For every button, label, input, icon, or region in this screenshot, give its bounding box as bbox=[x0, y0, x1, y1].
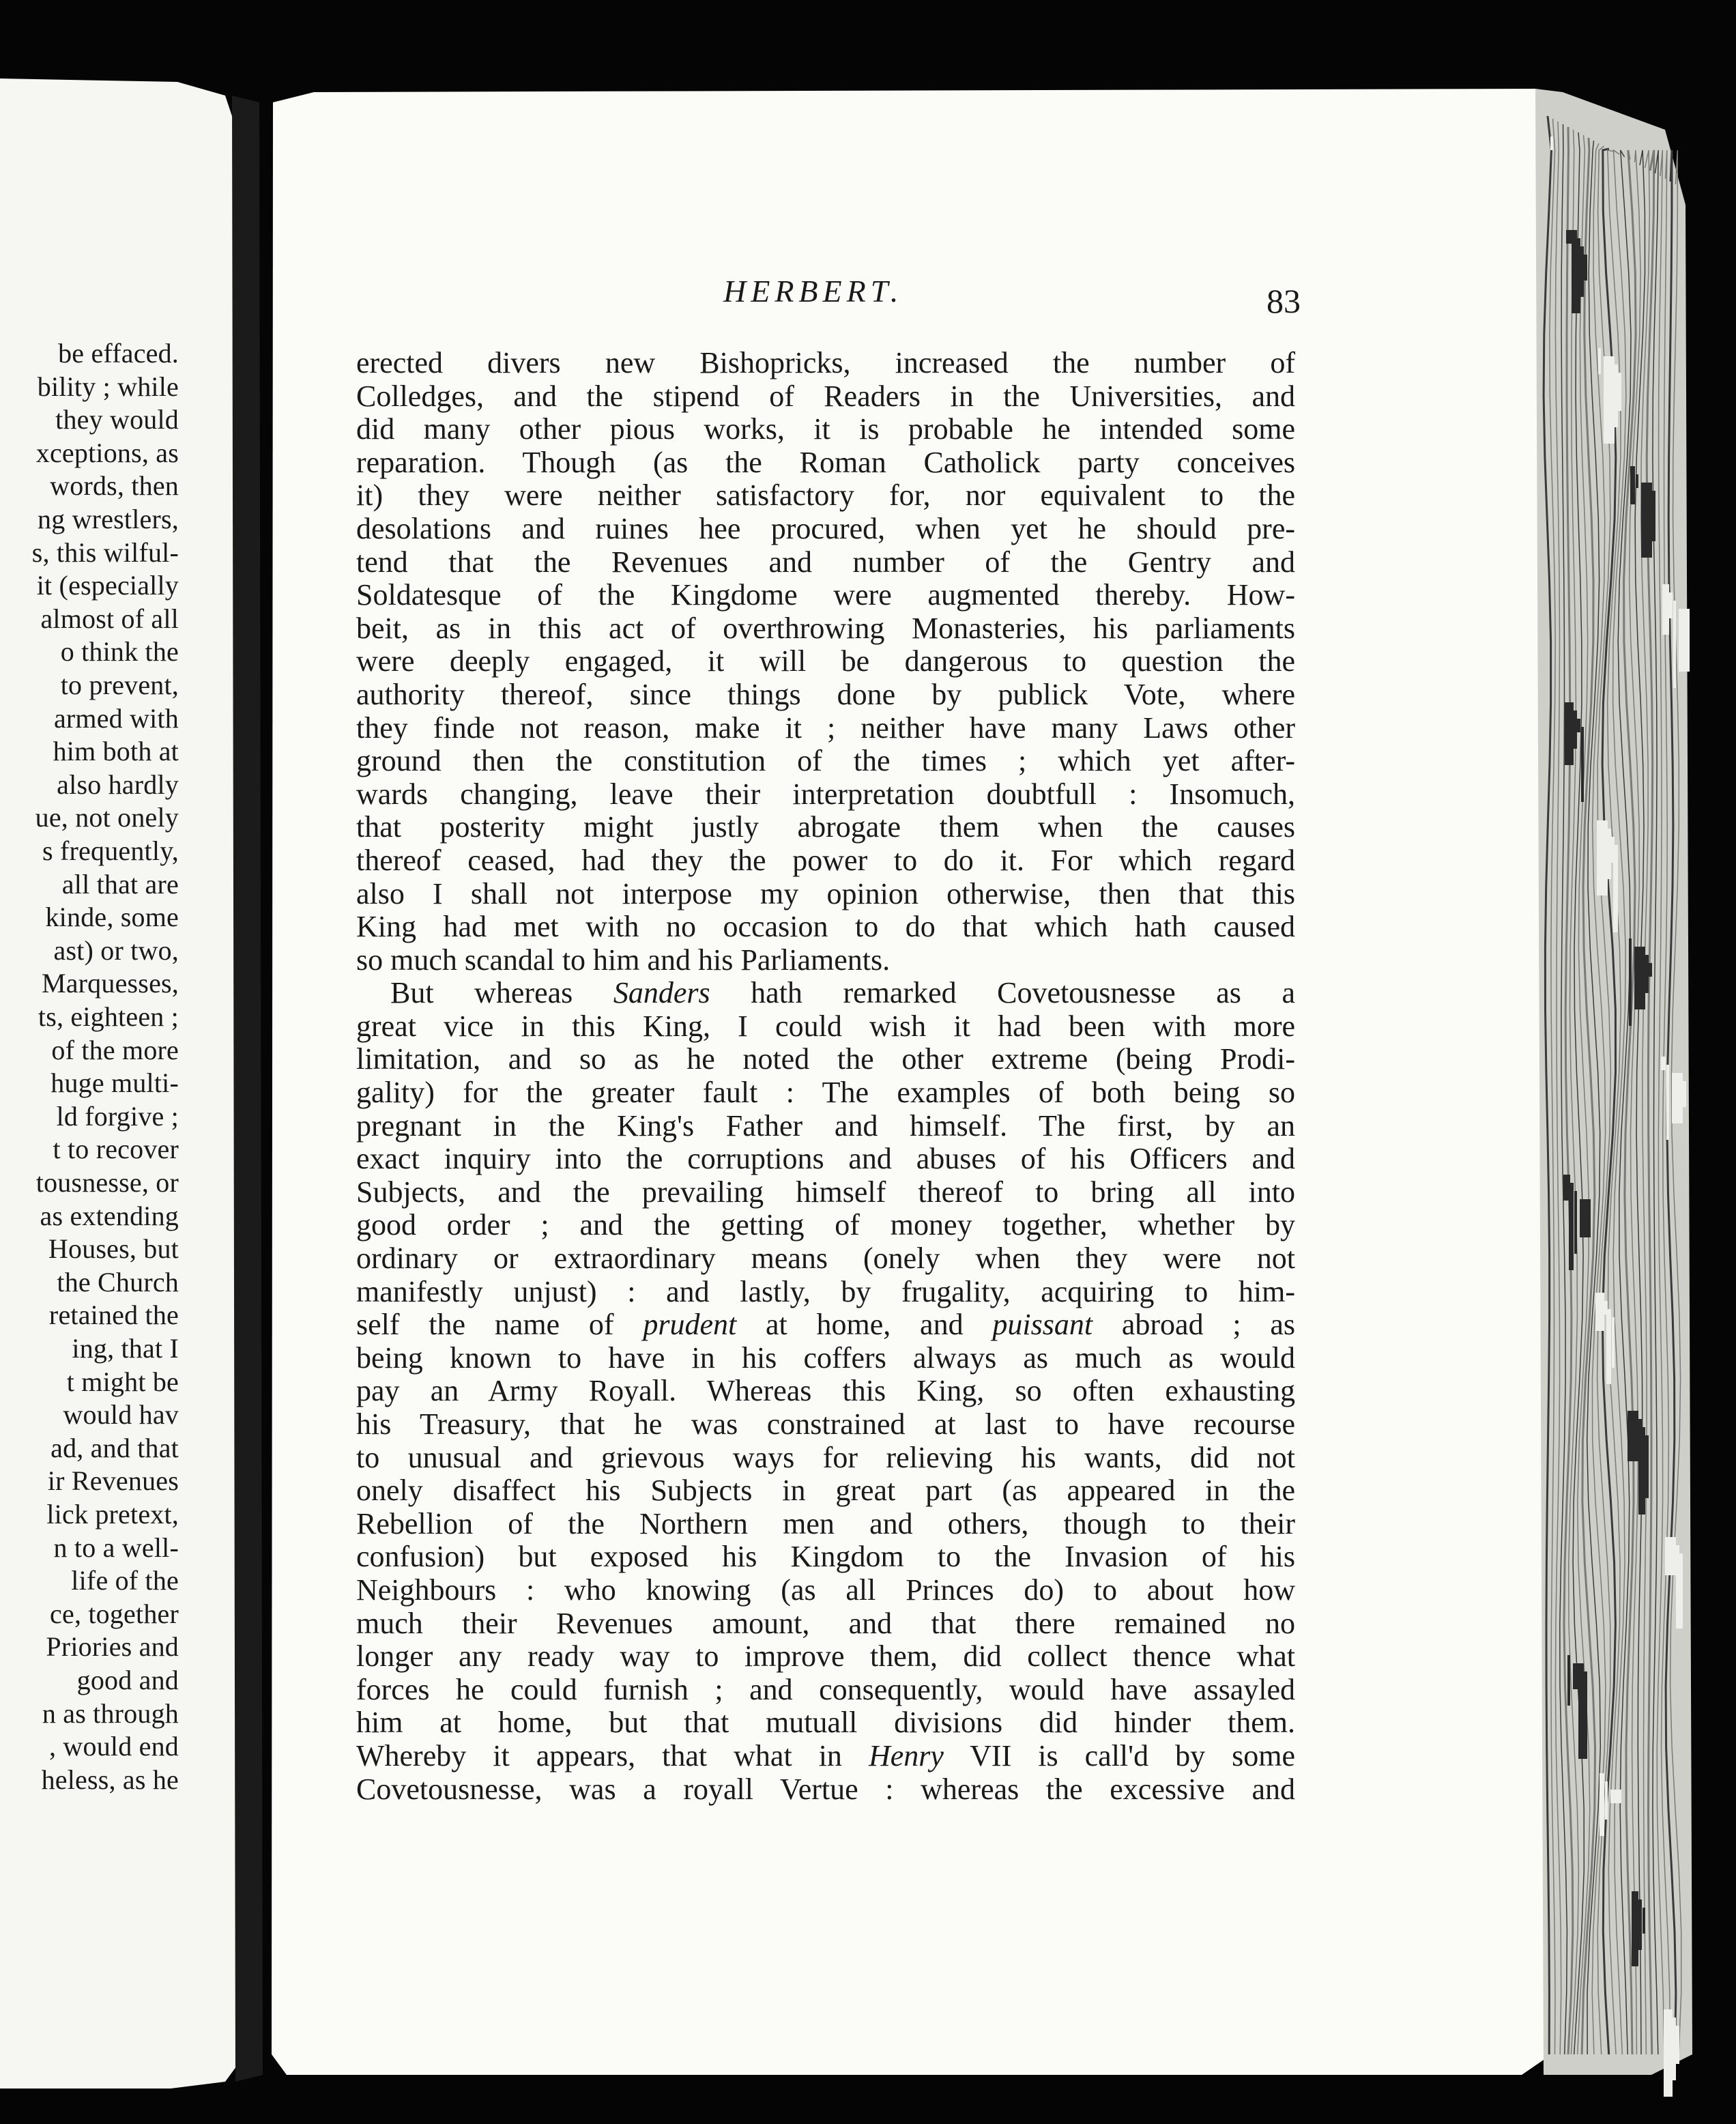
left-page-line: Priories and bbox=[46, 1631, 179, 1663]
text-run: Whereby it appears, that what in bbox=[356, 1738, 869, 1773]
text-run: self the name of bbox=[356, 1308, 643, 1342]
text-line: forces he could furnish ; and consequently, would have assayled bbox=[356, 1672, 1295, 1706]
left-page-line: life of the bbox=[71, 1565, 179, 1596]
text-run: hath remarked Covetousnesse as a bbox=[710, 976, 1295, 1010]
left-page-line: kinde, some bbox=[45, 902, 179, 933]
left-page-line: also hardly bbox=[57, 769, 179, 800]
left-page-line: ld forgive ; bbox=[56, 1100, 179, 1132]
left-page-line: the Church bbox=[57, 1266, 179, 1297]
text-run: at home, and bbox=[736, 1308, 993, 1342]
left-page-line: words, then bbox=[50, 470, 179, 502]
left-page-line: retained the bbox=[48, 1300, 179, 1331]
italic-word: prudent bbox=[643, 1308, 737, 1342]
text-line: so much scandal to him and his Parliaments. bbox=[356, 943, 891, 977]
left-page-line: huge multi- bbox=[50, 1067, 179, 1099]
left-page-line: be effaced. bbox=[58, 338, 179, 369]
left-page-line: would hav bbox=[63, 1399, 179, 1431]
left-page-line: to prevent, bbox=[60, 670, 179, 700]
left-page-line: t might be bbox=[66, 1366, 179, 1397]
left-page-line: armed with bbox=[53, 702, 179, 734]
left-page-line: Marquesses, bbox=[41, 968, 179, 999]
left-page-line: s frequently, bbox=[42, 835, 179, 866]
left-page-line: ue, not onely bbox=[35, 802, 179, 833]
left-page-line: ce, together bbox=[50, 1598, 179, 1629]
page-block-edge bbox=[1535, 89, 1692, 2075]
text-line: it) they were neither satisfactory for, nor equivalent to the bbox=[356, 478, 1295, 513]
left-page-fragment bbox=[0, 337, 179, 1825]
left-page-line: lick pretext, bbox=[46, 1499, 179, 1530]
text-line: to unusual and grievous ways for relieving his wants, did not bbox=[356, 1440, 1295, 1474]
text-line: him at home, but that mutuall divisions did hinder them. bbox=[356, 1706, 1295, 1740]
text-line: pregnant in the King's Father and himself. The first, by an bbox=[356, 1108, 1295, 1143]
italic-word: Sanders bbox=[613, 976, 710, 1010]
text-line: Covetousnesse, was a royall Vertue : whereas the excessive and bbox=[356, 1772, 1295, 1806]
body-text bbox=[356, 347, 1295, 1806]
text-line: tend that the Revenues and number of the Gentry and bbox=[356, 545, 1295, 579]
text-line: erected divers new Bishopricks, increased the number of bbox=[356, 346, 1295, 379]
left-page-line: tousnesse, or bbox=[35, 1167, 179, 1198]
text-line: Subjects, and the prevailing himself thereof to bring all into bbox=[356, 1175, 1295, 1209]
left-page-line: xceptions, as bbox=[35, 437, 179, 468]
page-number: 83 bbox=[1267, 282, 1301, 320]
text-line: great vice in this King, I could wish it had been with more bbox=[356, 1009, 1295, 1043]
left-page-line: ts, eighteen ; bbox=[38, 1001, 179, 1032]
text-line: Soldatesque of the Kingdome were augmented thereby. How- bbox=[356, 578, 1295, 612]
text-line: King had met with no occasion to do that which hath caused bbox=[356, 910, 1295, 944]
text-line: desolations and ruines hee procured, when yet he should pre- bbox=[356, 511, 1295, 545]
text-line: onely disaffect his Subjects in great part (as appeared in the bbox=[356, 1474, 1295, 1508]
text-line: ordinary or extraordinary means (onely when they were not bbox=[356, 1242, 1295, 1276]
left-page-line: heless, as he bbox=[41, 1764, 179, 1795]
text-line: exact inquiry into the corruptions and abuses of his Officers and bbox=[356, 1142, 1295, 1176]
left-page-line: bility ; while bbox=[37, 371, 179, 402]
text-line: reparation. Though (as the Roman Catholick party conceives bbox=[356, 445, 1295, 479]
text-line: confusion) but exposed his Kingdom to the Invasion of his bbox=[356, 1540, 1295, 1574]
text-line: Rebellion of the Northern men and others, though to their bbox=[356, 1506, 1295, 1540]
text-line bbox=[356, 1740, 1295, 1773]
left-page-line: t to recover bbox=[53, 1134, 179, 1165]
text-line bbox=[356, 977, 1295, 1010]
text-line: pay an Army Royall. Whereas this King, so often exhausting bbox=[356, 1374, 1295, 1408]
left-page-line: good and bbox=[76, 1665, 179, 1695]
text-line: gality) for the greater fault : The examples of both being so bbox=[356, 1076, 1295, 1110]
left-page-line: him both at bbox=[53, 736, 179, 767]
text-line: his Treasury, that he was constrained at last to have recourse bbox=[356, 1407, 1295, 1441]
text-line bbox=[356, 1308, 1295, 1342]
text-line: also I shall not interpose my opinion otherwise, then that this bbox=[356, 876, 1295, 910]
left-page-line: almost of all bbox=[40, 603, 179, 634]
text-line: Neighbours : who knowing (as all Princes do) to about how bbox=[356, 1573, 1295, 1607]
text-line: that posterity might justly abrogate them when the causes bbox=[356, 810, 1295, 844]
text-line: manifestly unjust) : and lastly, by frugality, acquiring to him- bbox=[356, 1274, 1295, 1308]
text-line: Colledges, and the stipend of Readers in the Universities, and bbox=[356, 379, 1295, 413]
text-line: good order ; and the getting of money together, whether by bbox=[356, 1208, 1295, 1242]
left-page-line: ing, that I bbox=[72, 1333, 179, 1364]
left-page-line: s, this wilful- bbox=[31, 536, 179, 568]
left-page-line: ir Revenues bbox=[47, 1465, 179, 1497]
running-head: HERBERT. bbox=[723, 274, 903, 308]
text-line: ground then the constitution of the times ; which yet after- bbox=[356, 744, 1295, 778]
text-run: But whereas bbox=[390, 976, 613, 1010]
italic-word: puissant bbox=[992, 1308, 1093, 1342]
left-page-line: ast) or two, bbox=[53, 934, 179, 966]
italic-word: Henry bbox=[868, 1738, 944, 1773]
text-run: abroad ; as bbox=[1093, 1308, 1295, 1342]
left-page-line: n to a well- bbox=[53, 1532, 179, 1563]
text-line: did many other pious works, it is probable he intended some bbox=[356, 412, 1295, 446]
left-page-line: as extending bbox=[40, 1200, 179, 1231]
text-line: being known to have in his coffers always as much as would bbox=[356, 1340, 1295, 1375]
left-page-line: , would end bbox=[49, 1731, 179, 1762]
left-page-line: n as through bbox=[42, 1697, 179, 1729]
left-page-line: o think the bbox=[60, 636, 179, 668]
text-run: VII is call'd by some bbox=[943, 1738, 1295, 1773]
left-page-line: ad, and that bbox=[50, 1432, 179, 1463]
left-page-line: it (especially bbox=[36, 570, 179, 601]
text-line: authority thereof, since things done by publick Vote, where bbox=[356, 677, 1295, 711]
text-line: limitation, and so as he noted the other extreme (being Prodi- bbox=[356, 1042, 1295, 1076]
left-page-line: all that are bbox=[61, 868, 179, 900]
text-line: wards changing, leave their interpretation doubtfull : Insomuch, bbox=[356, 777, 1295, 811]
left-page-line: they would bbox=[55, 404, 179, 435]
left-page-line: Houses, but bbox=[48, 1233, 179, 1265]
text-line: beit, as in this act of overthrowing Monasteries, his parliaments bbox=[356, 611, 1295, 645]
left-page-line: ng wrestlers, bbox=[38, 504, 179, 534]
text-line: thereof ceased, had they the power to do it. For which regard bbox=[356, 843, 1295, 877]
text-line: they finde not reason, make it ; neither have many Laws other bbox=[356, 711, 1295, 745]
text-line: longer any ready way to improve them, did collect thence what bbox=[356, 1639, 1295, 1674]
left-page-line: of the more bbox=[51, 1034, 179, 1065]
text-line: were deeply engaged, it will be dangerous to question the bbox=[356, 644, 1295, 678]
text-line: much their Revenues amount, and that there remained no bbox=[356, 1606, 1295, 1640]
